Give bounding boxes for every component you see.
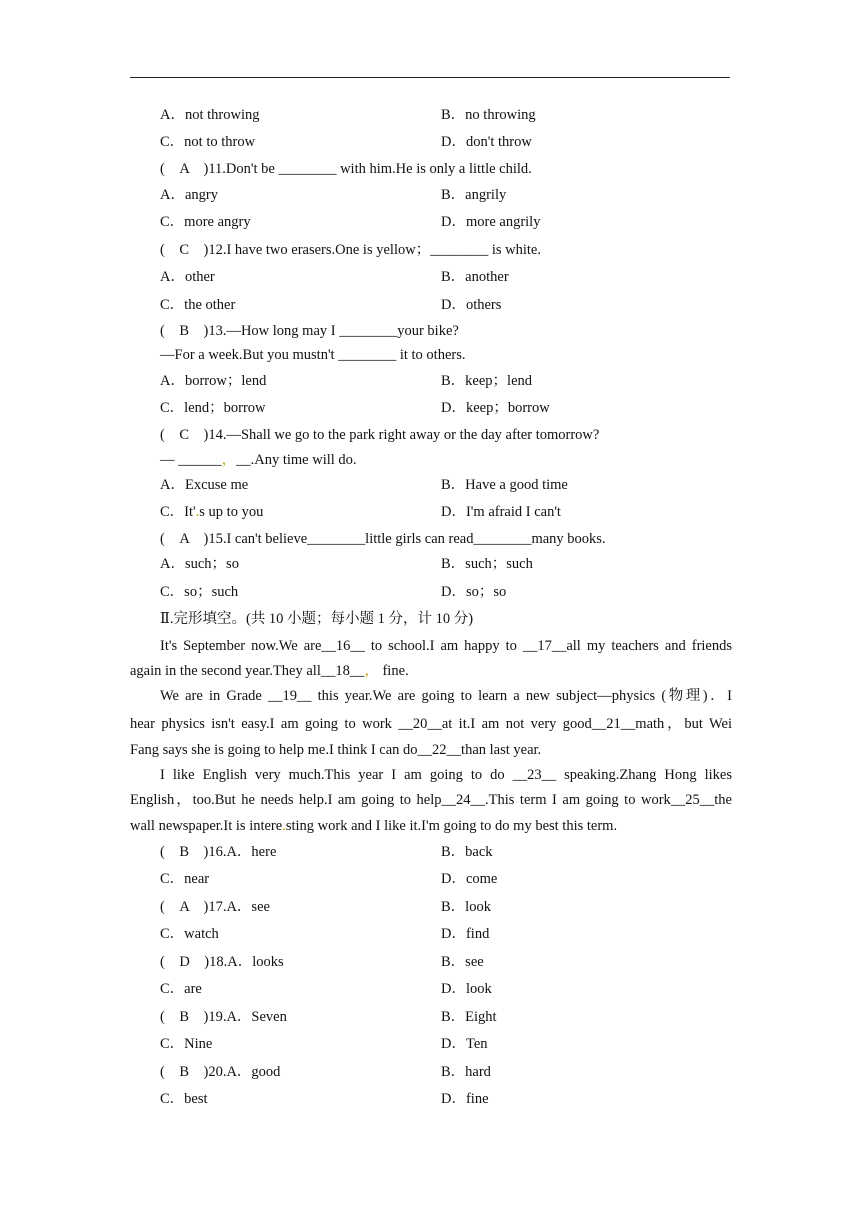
q14-option-c: C．It'.s up to you xyxy=(160,504,264,520)
q12-option-c: C．the other xyxy=(160,297,236,313)
passage-line: We are in Grade __19__ this year.We are going to learn a new subject—physics (物理)．I xyxy=(160,688,732,704)
q10-option-d: D．don't throw xyxy=(441,134,532,150)
q19-option-b: B．Eight xyxy=(441,1009,497,1025)
q14-stem: ( C )14.—Shall we go to the park right away or the day after tomorrow? xyxy=(160,427,600,443)
q15-option-d: D．so；so xyxy=(441,584,507,600)
q20-option-b: B．hard xyxy=(441,1064,491,1080)
section-2-title: Ⅱ.完形填空。(共 10 小题；每小题 1 分，计 10 分) xyxy=(160,611,474,627)
q14-option-b: B．Have a good time xyxy=(441,477,568,493)
q15-stem: ( A )15.I can't believe________little girls can read________many books. xyxy=(160,531,606,547)
q12-option-d: D．others xyxy=(441,297,502,313)
q18-option-b: B．see xyxy=(441,954,484,970)
q13-option-d: D．keep；borrow xyxy=(441,400,550,416)
q20-option-c: C．best xyxy=(160,1091,208,1107)
q15-option-b: B．such；such xyxy=(441,556,533,572)
q17-stem: ( A )17.A．see xyxy=(160,899,270,915)
q12-option-a: A．other xyxy=(160,269,215,285)
q15-option-c: C．so；such xyxy=(160,584,239,600)
q12-stem: ( C )12.I have two erasers.One is yellow；________ is white. xyxy=(160,242,541,258)
passage-line: English，too.But he needs help.I am going to help__24__.This term I am going to work__25__the xyxy=(130,792,732,808)
q16-stem: ( B )16.A．here xyxy=(160,844,277,860)
q17-option-c: C．watch xyxy=(160,926,219,942)
passage-line: wall newspaper.It is intere.sting work and I like it.I'm going to do my best this term. xyxy=(130,818,618,834)
q10-option-b: B．no throwing xyxy=(441,107,536,123)
passage-line: I like English very much.This year I am going to do __23__ speaking.Zhang Hong likes xyxy=(160,767,732,783)
q11-option-a: A．angry xyxy=(160,187,218,203)
q18-stem: ( D )18.A．looks xyxy=(160,954,284,970)
passage-line: again in the second year.They all__18__， fine. xyxy=(130,663,409,679)
q13-stem-reply: —For a week.But you mustn't ________ it to others. xyxy=(160,347,466,363)
q16-option-d: D．come xyxy=(441,871,498,887)
q16-option-c: C．near xyxy=(160,871,210,887)
q16-option-b: B．back xyxy=(441,844,493,860)
q18-option-c: C．are xyxy=(160,981,202,997)
q13-option-b: B．keep；lend xyxy=(441,373,533,389)
q11-option-b: B．angrily xyxy=(441,187,507,203)
q11-stem: ( A )11.Don't be ________ with him.He is only a little child. xyxy=(160,161,532,177)
passage-line: It's September now.We are__16__ to school.I am happy to __17__all my teachers and friends xyxy=(160,638,733,654)
q19-option-d: D．Ten xyxy=(441,1036,488,1052)
passage-line: hear physics isn't easy.I am going to work __20__at it.I am not very good__21__math，but Wei xyxy=(130,716,732,732)
q13-option-a: A．borrow；lend xyxy=(160,373,267,389)
q14-option-d: D．I'm afraid I can't xyxy=(441,504,561,520)
q15-option-a: A．such；so xyxy=(160,556,239,572)
q14-option-a: A．Excuse me xyxy=(160,477,249,493)
q12-option-b: B．another xyxy=(441,269,509,285)
q13-option-c: C．lend；borrow xyxy=(160,400,266,416)
q13-stem: ( B )13.—How long may I ________your bike? xyxy=(160,323,459,339)
q20-stem: ( B )20.A．good xyxy=(160,1064,281,1080)
header-rule xyxy=(130,77,730,78)
q19-stem: ( B )19.A．Seven xyxy=(160,1009,287,1025)
q10-option-c: C．not to throw xyxy=(160,134,256,150)
passage-line: Fang says she is going to help me.I think I can do__22__than last year. xyxy=(130,742,542,758)
q11-option-c: C．more angry xyxy=(160,214,251,230)
q19-option-c: C．Nine xyxy=(160,1036,213,1052)
q18-option-d: D．look xyxy=(441,981,492,997)
q17-option-b: B．look xyxy=(441,899,491,915)
q14-stem-reply: — ______，__.Any time will do. xyxy=(160,452,357,468)
q10-option-a: A．not throwing xyxy=(160,107,260,123)
q11-option-d: D．more angrily xyxy=(441,214,541,230)
q17-option-d: D．find xyxy=(441,926,490,942)
q20-option-d: D．fine xyxy=(441,1091,489,1107)
